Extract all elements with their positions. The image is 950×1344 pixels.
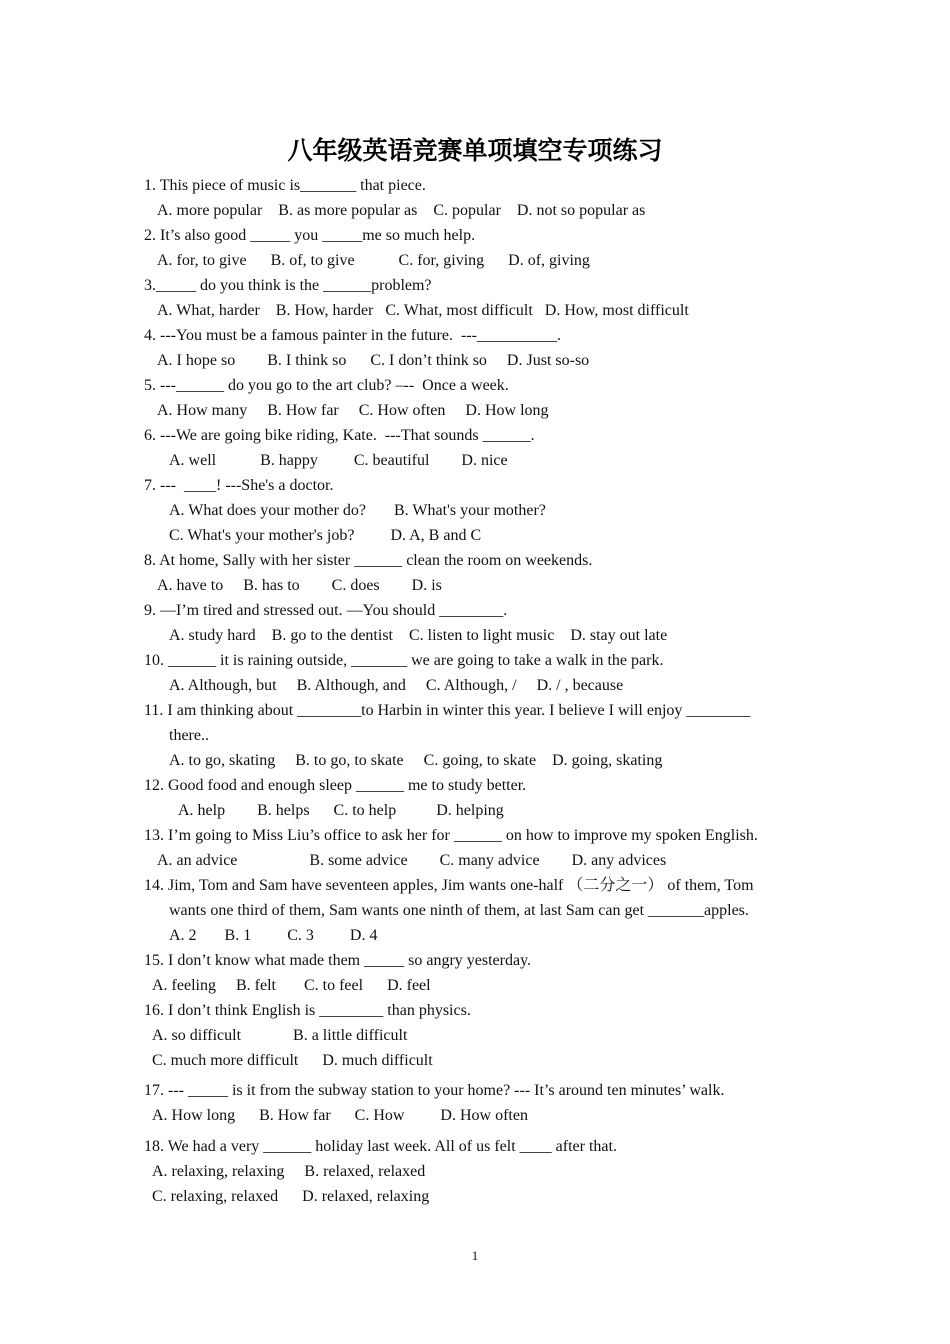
page-number: 1	[471, 1248, 479, 1263]
question-line: 11. I am thinking about ________to Harbin in winter this year. I believe I will enjoy ________	[144, 702, 751, 719]
question-line: 4. ---You must be a famous painter in the future. ---__________.	[144, 327, 561, 344]
answer-options: A. more popular B. as more popular as C. popular D. not so popular as	[157, 202, 646, 219]
answer-options: C. much more difficult D. much difficult	[152, 1052, 433, 1069]
answer-options: A. help B. helps C. to help D. helping	[178, 802, 504, 819]
question-line: 3._____ do you think is the ______problem?	[144, 277, 432, 294]
answer-options: A. study hard B. go to the dentist C. listen to light music D. stay out late	[169, 627, 668, 644]
question-line: 13. I’m going to Miss Liu’s office to ask her for ______ on how to improve my spoken English.	[144, 827, 758, 844]
question-line: 10. ______ it is raining outside, _______ we are going to take a walk in the park.	[144, 652, 664, 669]
question-line: 7. --- ____! ---She's a doctor.	[144, 477, 334, 494]
answer-options: A. How long B. How far C. How D. How often	[152, 1107, 528, 1124]
answer-options: C. relaxing, relaxed D. relaxed, relaxing	[152, 1188, 430, 1205]
answer-options: A. I hope so B. I think so C. I don’t think so D. Just so-so	[157, 352, 590, 369]
question-line: 17. --- _____ is it from the subway station to your home? --- It’s around ten minutes’ walk.	[144, 1082, 725, 1099]
page-title: 八年级英语竞赛单项填空专项练习	[287, 136, 663, 165]
question-line-continued: there..	[169, 727, 209, 744]
answer-options: A. What does your mother do? B. What's your mother?	[169, 502, 546, 519]
question-line: 8. At home, Sally with her sister ______ clean the room on weekends.	[144, 552, 593, 569]
question-line-continued: wants one third of them, Sam wants one ninth of them, at last Sam can get _______apples.	[169, 902, 749, 919]
answer-options: A. for, to give B. of, to give C. for, giving D. of, giving	[157, 252, 590, 269]
answer-options: A. 2 B. 1 C. 3 D. 4	[169, 927, 378, 944]
answer-options: C. What's your mother's job? D. A, B and C	[169, 527, 482, 544]
question-line: 18. We had a very ______ holiday last week. All of us felt ____ after that.	[144, 1138, 617, 1155]
question-line: 16. I don’t think English is ________ than physics.	[144, 1002, 471, 1019]
question-line: 6. ---We are going bike riding, Kate. ---That sounds ______.	[144, 427, 535, 444]
answer-options: A. an advice B. some advice C. many advice D. any advices	[157, 852, 667, 869]
question-line: 15. I don’t know what made them _____ so angry yesterday.	[144, 952, 532, 969]
answer-options: A. Although, but B. Although, and C. Although, / D. / , because	[169, 677, 624, 694]
question-line: 12. Good food and enough sleep ______ me to study better.	[144, 777, 527, 794]
answer-options: A. feeling B. felt C. to feel D. feel	[152, 977, 431, 994]
question-line: 2. It’s also good _____ you _____me so much help.	[144, 227, 476, 244]
answer-options: A. to go, skating B. to go, to skate C. going, to skate D. going, skating	[169, 752, 663, 769]
answer-options: A. so difficult B. a little difficult	[152, 1027, 408, 1044]
question-line: 9. —I’m tired and stressed out. —You should ________.	[144, 602, 508, 619]
question-line: 14. Jim, Tom and Sam have seventeen apples, Jim wants one-half （二分之一） of them, Tom	[144, 877, 754, 894]
question-line: 5. ---______ do you go to the art club? –-- Once a week.	[144, 377, 509, 394]
question-line: 1. This piece of music is_______ that piece.	[144, 177, 426, 194]
answer-options: A. relaxing, relaxing B. relaxed, relaxed	[152, 1163, 426, 1180]
answer-options: A. How many B. How far C. How often D. How long	[157, 402, 549, 419]
answer-options: A. well B. happy C. beautiful D. nice	[169, 452, 508, 469]
answer-options: A. What, harder B. How, harder C. What, most difficult D. How, most difficult	[157, 302, 689, 319]
answer-options: A. have to B. has to C. does D. is	[157, 577, 442, 594]
